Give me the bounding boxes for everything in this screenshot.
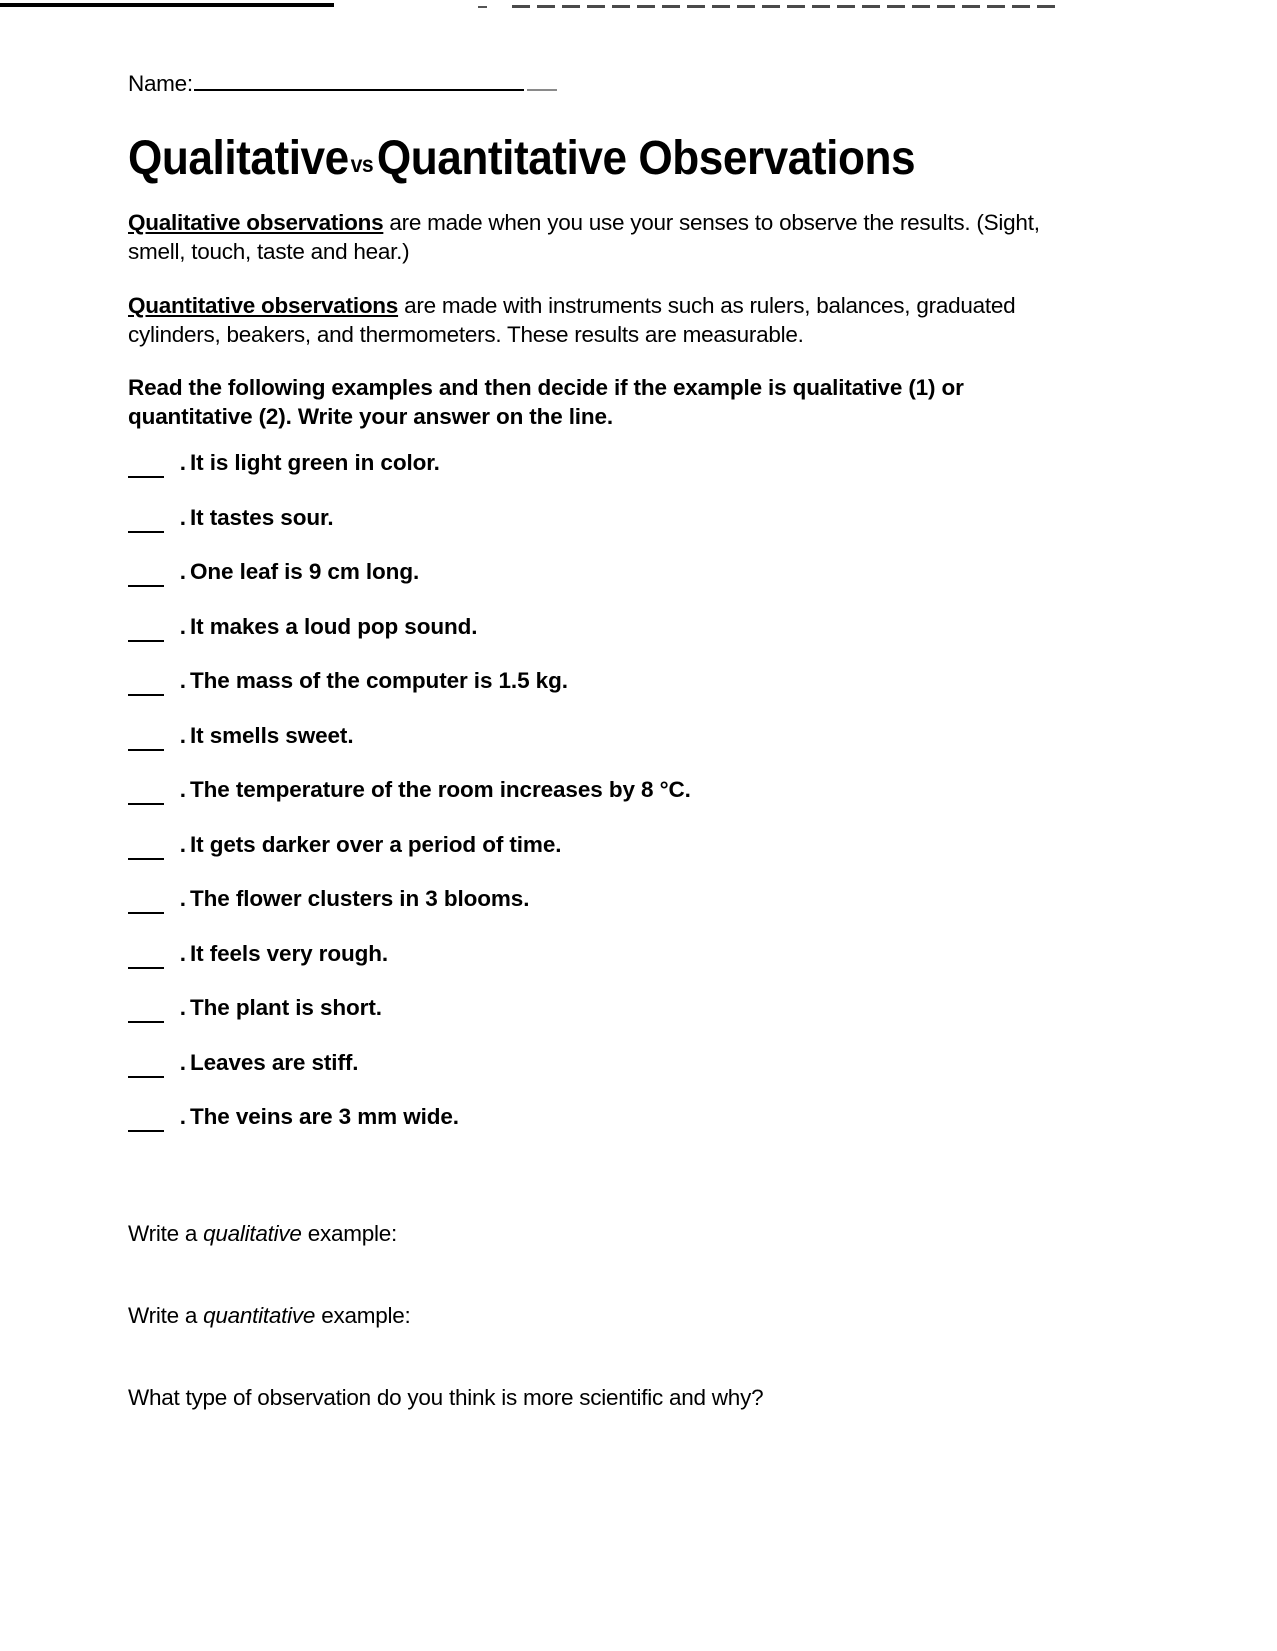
question-marker: . — [179, 777, 186, 802]
question-text: The mass of the computer is 1.5 kg. — [190, 668, 568, 693]
question-answer-blank[interactable] — [128, 732, 164, 751]
page-title — [128, 134, 915, 184]
prompt-qualitative-post: example: — [301, 1220, 397, 1246]
question-text: It tastes sour. — [190, 504, 334, 530]
name-label: Name: — [128, 71, 193, 96]
question-answer-blank[interactable] — [128, 568, 164, 587]
question-text: The plant is short. — [190, 995, 382, 1020]
question-item — [128, 722, 1088, 780]
question-text: Leaves are stiff. — [190, 1049, 359, 1075]
question-text: It gets darker over a period of time. — [190, 831, 562, 857]
question-answer-blank[interactable] — [128, 895, 164, 914]
question-item — [128, 1106, 1088, 1161]
question-marker: . — [179, 1049, 186, 1075]
question-text: The temperature of the room increases by 8 °C. — [190, 777, 691, 802]
question-item — [128, 613, 1088, 671]
question-marker: . — [179, 995, 186, 1020]
title-part-qualitative: Qualitative — [128, 132, 349, 186]
definition-qualitative — [128, 208, 1063, 267]
question-answer-blank[interactable] — [128, 841, 164, 860]
question-marker: . — [179, 450, 186, 475]
prompt-quantitative-emphasis: quantitative — [203, 1302, 316, 1328]
question-text: It smells sweet. — [190, 722, 354, 748]
definition-quantitative-body: are made with instruments such as rulers, balances, graduated cylinders, beakers, and thermometers. These results are measurable. — [128, 292, 1016, 347]
question-text: The flower clusters in 3 blooms. — [190, 886, 530, 911]
prompt-qualitative-emphasis: qualitative — [203, 1220, 302, 1246]
name-input-blank[interactable] — [194, 70, 524, 91]
prompt-quantitative-post: example: — [315, 1302, 411, 1328]
question-text: One leaf is 9 cm long. — [190, 559, 420, 584]
question-item — [128, 1049, 1088, 1107]
question-item — [128, 940, 1088, 998]
question-item — [128, 504, 1088, 562]
question-marker: . — [179, 668, 186, 693]
question-item — [128, 670, 1088, 725]
question-item — [128, 452, 1088, 507]
definition-quantitative-lead: Quantitative observations — [128, 292, 399, 318]
name-field-row — [128, 70, 557, 96]
question-item — [128, 779, 1088, 834]
question-marker: . — [179, 940, 186, 966]
question-text: The veins are 3 mm wide. — [190, 1104, 459, 1129]
question-answer-blank[interactable] — [128, 1113, 164, 1132]
question-marker: . — [179, 613, 186, 639]
question-answer-blank[interactable] — [128, 1004, 164, 1023]
question-marker: . — [179, 559, 186, 584]
question-text: It feels very rough. — [190, 940, 389, 966]
prompt-final-question: What type of observation do you think is more scientific and why? — [128, 1384, 764, 1410]
question-answer-blank[interactable] — [128, 514, 164, 533]
question-text: It makes a loud pop sound. — [190, 613, 478, 639]
question-answer-blank[interactable] — [128, 1059, 164, 1078]
definition-qualitative-body: are made when you use your senses to observe the results. (Sight, smell, touch, taste and hear.) — [128, 209, 1040, 264]
question-answer-blank[interactable] — [128, 677, 164, 696]
prompt-qualitative-example — [128, 1220, 397, 1248]
question-answer-blank[interactable] — [128, 623, 164, 642]
question-item — [128, 831, 1088, 889]
question-list — [128, 452, 1088, 1161]
title-part-quantitative: Quantitative Observations — [376, 132, 916, 186]
definition-quantitative — [128, 291, 1063, 350]
question-answer-blank[interactable] — [128, 786, 164, 805]
title-vs: vs — [350, 151, 374, 178]
question-marker: . — [179, 886, 186, 911]
instructions-text: Read the following examples and then decide if the example is qualitative (1) or quantitative (2). Write your answer on the line. — [128, 374, 964, 429]
name-input-blank-tail[interactable] — [527, 70, 557, 91]
prompt-quantitative-pre: Write a — [128, 1302, 204, 1328]
question-item — [128, 888, 1088, 943]
question-marker: . — [179, 722, 186, 748]
definition-qualitative-lead: Qualitative observations — [128, 209, 384, 235]
question-answer-blank[interactable] — [128, 459, 164, 478]
question-item — [128, 997, 1088, 1052]
question-item — [128, 561, 1088, 616]
question-answer-blank[interactable] — [128, 950, 164, 969]
question-marker: . — [179, 1104, 186, 1129]
question-text: It is light green in color. — [190, 450, 440, 475]
prompt-qualitative-pre: Write a — [128, 1220, 204, 1246]
question-marker: . — [179, 831, 186, 857]
prompt-quantitative-example — [128, 1302, 411, 1330]
question-marker: . — [179, 504, 186, 530]
